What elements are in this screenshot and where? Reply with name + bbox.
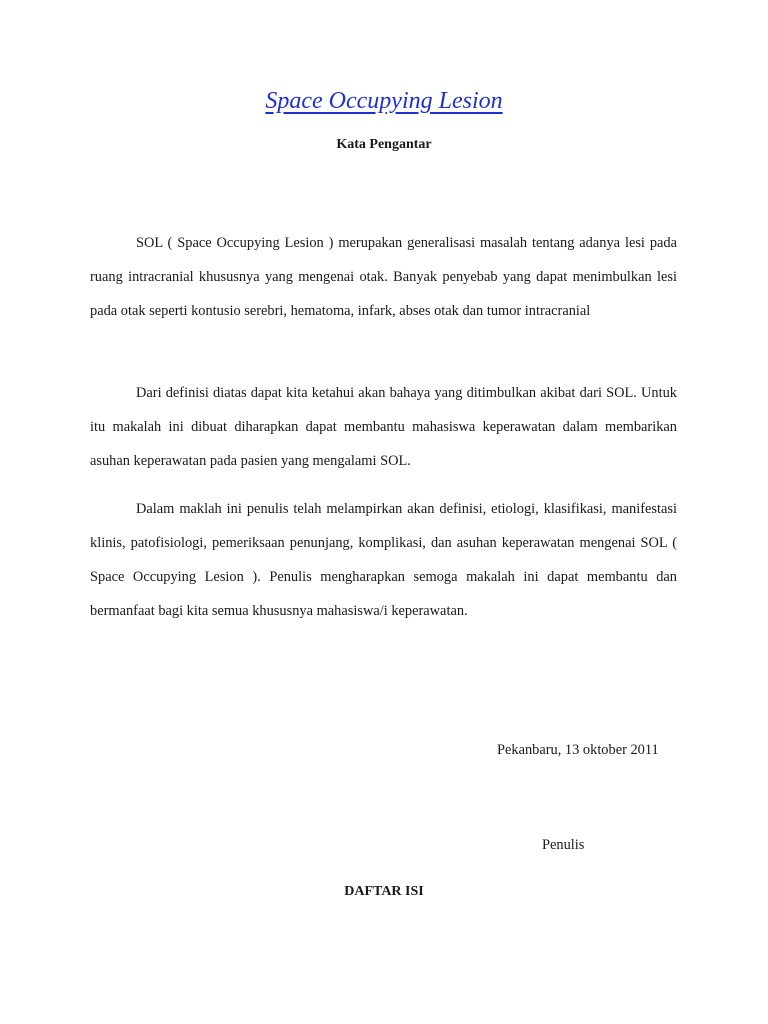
section-heading-kata-pengantar: Kata Pengantar bbox=[336, 137, 432, 152]
paragraph-1: SOL ( Space Occupying Lesion ) merupakan generalisasi masalah tentang adanya lesi pada ruang intracranial khususnya yang mengenai otak. Banyak penyebab yang dapat menimbulkan lesi pada otak seperti kontusio serebri, hematoma, infark, abses otak dan tumor intracranial bbox=[90, 235, 677, 319]
author-signature: Penulis bbox=[542, 837, 585, 853]
paragraph-3: Dalam maklah ini penulis telah melampirkan akan definisi, etiologi, klasifikasi, manifestasi klinis, patofisiologi, pemeriksaan penunjang, komplikasi, dan asuhan keperawatan mengenai SOL ( Space Occupying Lesion ). Penulis mengharapkan semoga makalah ini dapat membantu dan bermanfaat bagi kita semua khususnya mahasiswa/i keperawatan. bbox=[90, 501, 677, 619]
paragraph-2: Dari definisi diatas dapat kita ketahui akan bahaya yang ditimbulkan akibat dari SOL. Untuk itu makalah ini dibuat diharapkan dapat membantu mahasiswa keperawatan dalam membarikan asuhan keperawatan pada pasien yang mengalami SOL. bbox=[90, 385, 677, 469]
document-title-link[interactable]: Space Occupying Lesion bbox=[265, 88, 503, 114]
date-line: Pekanbaru, 13 oktober 2011 bbox=[497, 742, 659, 758]
section-heading-daftar-isi: DAFTAR ISI bbox=[344, 884, 424, 899]
